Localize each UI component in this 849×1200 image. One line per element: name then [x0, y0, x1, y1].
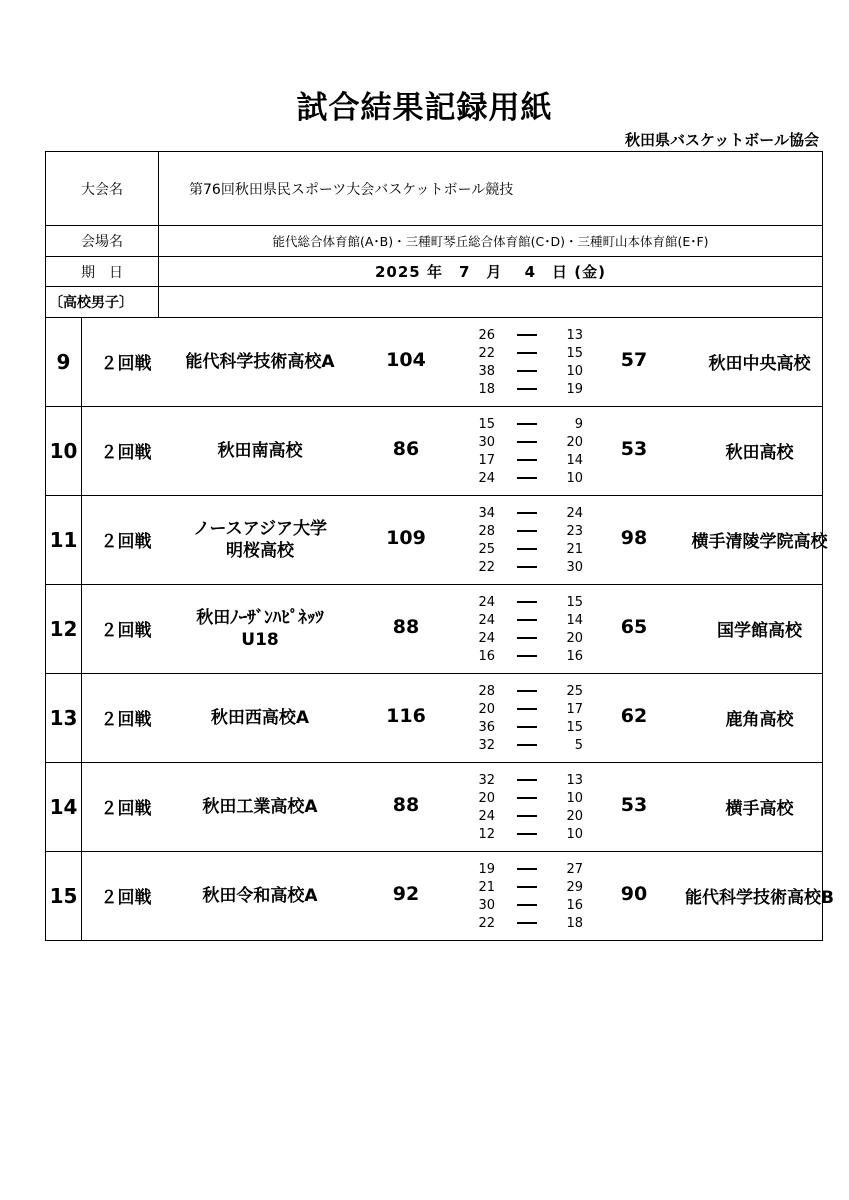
game-number: 9 [46, 318, 82, 407]
quarter-score-b: 10 [566, 826, 583, 842]
quarter-score-b: 10 [566, 470, 583, 486]
game-detail [82, 496, 828, 585]
quarter-score-b: 27 [566, 861, 583, 877]
quarter-scores [467, 326, 597, 398]
category-label: 〔高校男子〕 [46, 287, 159, 318]
venue-value: 能代総合体育館(A･B)・三種町琴丘総合体育館(C･D)・三種町山本体育館(E･F) [159, 226, 823, 257]
round-label: ２回戦 [100, 354, 152, 374]
team-a-name [164, 318, 356, 406]
game-number: 10 [46, 407, 82, 496]
team-b-name: 能代科学技術高校B [685, 888, 834, 908]
quarter-score-a: 21 [478, 879, 495, 895]
team-a-score: 86 [392, 438, 420, 460]
quarter-row [467, 825, 597, 843]
quarter-row [467, 593, 597, 611]
team-a-name-line: 秋田西高校A [210, 708, 310, 728]
quarter-row [467, 914, 597, 932]
team-b-score: 90 [620, 883, 648, 905]
quarter-row [467, 504, 597, 522]
quarter-dash [517, 779, 537, 781]
team-b-name: 横手高校 [725, 799, 794, 819]
quarter-score-b: 21 [566, 541, 583, 557]
quarter-score-b: 20 [566, 434, 583, 450]
quarter-dash [517, 619, 537, 621]
quarter-score-a: 28 [478, 523, 495, 539]
quarter-row [467, 878, 597, 896]
quarter-row [467, 789, 597, 807]
quarter-dash [517, 530, 537, 532]
quarter-dash [517, 441, 537, 443]
quarter-scores [467, 860, 597, 932]
quarter-score-a: 22 [478, 559, 495, 575]
quarter-row [467, 558, 597, 576]
team-b-name: 国学館高校 [717, 621, 802, 641]
team-a-score: 104 [386, 349, 426, 371]
round-label: ２回戦 [100, 443, 152, 463]
quarter-row [467, 700, 597, 718]
team-a-name [164, 496, 356, 584]
quarter-score-a: 28 [478, 683, 495, 699]
quarter-score-b: 10 [566, 363, 583, 379]
quarter-score-b: 14 [566, 452, 583, 468]
meet-row [46, 152, 823, 226]
quarter-score-b: 20 [566, 630, 583, 646]
team-b-name: 鹿角高校 [725, 710, 794, 730]
round-label: ２回戦 [100, 621, 152, 641]
quarter-row [467, 682, 597, 700]
team-a-name [164, 852, 356, 940]
quarter-dash [517, 815, 537, 817]
quarter-score-a: 22 [478, 915, 495, 931]
team-a-name-line: ノースアジア大学 [193, 519, 327, 539]
quarter-row [467, 647, 597, 665]
quarter-dash [517, 334, 537, 336]
quarter-row [467, 362, 597, 380]
quarter-dash [517, 637, 537, 639]
quarter-score-a: 38 [478, 363, 495, 379]
quarter-score-b: 13 [566, 327, 583, 343]
game-detail [82, 318, 823, 407]
quarter-scores [467, 771, 597, 843]
team-a-name [164, 674, 356, 762]
quarter-dash [517, 886, 537, 888]
quarter-dash [517, 423, 537, 425]
team-b-score: 98 [620, 527, 648, 549]
team-a-score: 92 [392, 883, 420, 905]
quarter-dash [517, 512, 537, 514]
quarter-dash [517, 655, 537, 657]
team-a-score: 88 [392, 616, 420, 638]
team-a-score: 109 [386, 527, 426, 549]
quarter-score-a: 24 [478, 594, 495, 610]
quarter-score-a: 22 [478, 345, 495, 361]
quarter-score-a: 24 [478, 612, 495, 628]
game-number: 14 [46, 763, 82, 852]
quarter-scores [467, 682, 597, 754]
round-label: ２回戦 [100, 888, 152, 908]
meet-value: 第76回秋田県民スポーツ大会バスケットボール競技 [159, 152, 823, 226]
quarter-score-b: 16 [566, 897, 583, 913]
game-detail [82, 407, 823, 496]
quarter-score-b: 18 [566, 915, 583, 931]
date-row [46, 257, 823, 287]
quarter-score-a: 15 [478, 416, 495, 432]
team-a-name [164, 407, 356, 495]
game-number: 11 [46, 496, 82, 585]
venue-row [46, 226, 823, 257]
quarter-score-b: 24 [566, 505, 583, 521]
quarter-row [467, 415, 597, 433]
game-row [46, 496, 823, 585]
quarter-score-b: 5 [574, 737, 583, 753]
game-row [46, 763, 823, 852]
results-table [45, 151, 834, 941]
game-number: 13 [46, 674, 82, 763]
quarter-score-b: 17 [566, 701, 583, 717]
game-row [46, 852, 823, 941]
date-label: 期 日 [46, 257, 159, 287]
quarter-score-b: 10 [566, 790, 583, 806]
date-value: 2025 年 7 月 4 日 (金) [159, 257, 823, 287]
game-row [46, 674, 823, 763]
quarter-score-a: 36 [478, 719, 495, 735]
quarter-score-a: 32 [478, 772, 495, 788]
quarter-score-a: 24 [478, 470, 495, 486]
team-a-name-line: 能代科学技術高校A [185, 352, 335, 372]
game-detail [82, 852, 834, 941]
game-number: 12 [46, 585, 82, 674]
quarter-score-a: 24 [478, 808, 495, 824]
team-b-name: 秋田高校 [725, 443, 794, 463]
quarter-scores [467, 415, 597, 487]
quarter-row [467, 469, 597, 487]
quarter-dash [517, 388, 537, 390]
category-row [46, 287, 823, 318]
quarter-score-b: 15 [566, 345, 583, 361]
round-label: ２回戦 [100, 532, 152, 552]
quarter-score-a: 17 [478, 452, 495, 468]
venue-label: 会場名 [46, 226, 159, 257]
quarter-score-b: 25 [566, 683, 583, 699]
quarter-dash [517, 833, 537, 835]
quarter-row [467, 611, 597, 629]
quarter-row [467, 326, 597, 344]
game-row [46, 407, 823, 496]
quarter-dash [517, 797, 537, 799]
team-a-name-line: 明桜高校 [226, 541, 294, 561]
game-number: 15 [46, 852, 82, 941]
quarter-score-a: 25 [478, 541, 495, 557]
round-label: ２回戦 [100, 799, 152, 819]
quarter-score-b: 30 [566, 559, 583, 575]
quarter-score-a: 30 [478, 897, 495, 913]
quarter-row [467, 736, 597, 754]
quarter-score-a: 20 [478, 790, 495, 806]
quarter-score-a: 26 [478, 327, 495, 343]
team-a-name-line: 秋田南高校 [217, 441, 303, 461]
quarter-row [467, 380, 597, 398]
quarter-score-b: 14 [566, 612, 583, 628]
quarter-score-b: 16 [566, 648, 583, 664]
team-b-score: 57 [620, 349, 648, 371]
quarter-score-a: 24 [478, 630, 495, 646]
quarter-row [467, 433, 597, 451]
quarter-row [467, 540, 597, 558]
quarter-score-a: 16 [478, 648, 495, 664]
quarter-row [467, 522, 597, 540]
team-b-score: 65 [620, 616, 648, 638]
page-title: 試合結果記録用紙 [296, 90, 553, 126]
team-a-name-line: 秋田ﾉｰｻﾞﾝﾊﾋﾟﾈｯﾂ [196, 608, 324, 628]
team-b-name: 横手清陵学院高校 [691, 532, 828, 552]
quarter-score-a: 32 [478, 737, 495, 753]
quarter-row [467, 896, 597, 914]
game-row [46, 318, 823, 407]
quarter-dash [517, 904, 537, 906]
quarter-row [467, 344, 597, 362]
quarter-row [467, 451, 597, 469]
game-row [46, 585, 823, 674]
quarter-score-b: 19 [566, 381, 583, 397]
game-detail [82, 585, 823, 674]
game-detail [82, 763, 823, 852]
quarter-dash [517, 477, 537, 479]
team-b-score: 53 [620, 794, 648, 816]
quarter-dash [517, 370, 537, 372]
quarter-scores [467, 593, 597, 665]
team-b-name: 秋田中央高校 [708, 354, 811, 374]
quarter-dash [517, 601, 537, 603]
quarter-dash [517, 690, 537, 692]
category-value [159, 287, 823, 318]
team-a-name-line: U18 [241, 630, 279, 650]
quarter-score-a: 19 [478, 861, 495, 877]
game-detail [82, 674, 823, 763]
quarter-dash [517, 548, 537, 550]
quarter-score-a: 12 [478, 826, 495, 842]
meet-label: 大会名 [46, 152, 159, 226]
quarter-dash [517, 744, 537, 746]
team-a-score: 116 [386, 705, 426, 727]
quarter-score-b: 15 [566, 594, 583, 610]
quarter-score-a: 20 [478, 701, 495, 717]
quarter-dash [517, 352, 537, 354]
organization-name: 秋田県バスケットボール協会 [625, 131, 819, 149]
quarter-dash [517, 708, 537, 710]
quarter-dash [517, 566, 537, 568]
round-label: ２回戦 [100, 710, 152, 730]
quarter-score-b: 29 [566, 879, 583, 895]
quarter-score-b: 9 [574, 416, 583, 432]
quarter-row [467, 718, 597, 736]
quarter-score-a: 30 [478, 434, 495, 450]
quarter-score-b: 15 [566, 719, 583, 735]
quarter-dash [517, 922, 537, 924]
team-a-score: 88 [392, 794, 420, 816]
quarter-score-a: 34 [478, 505, 495, 521]
team-b-score: 53 [620, 438, 648, 460]
quarter-dash [517, 459, 537, 461]
team-a-name-line: 秋田令和高校A [202, 886, 318, 906]
quarter-score-b: 13 [566, 772, 583, 788]
quarter-score-b: 20 [566, 808, 583, 824]
quarter-dash [517, 868, 537, 870]
quarter-score-a: 18 [478, 381, 495, 397]
quarter-row [467, 771, 597, 789]
quarter-row [467, 807, 597, 825]
quarter-scores [467, 504, 597, 576]
team-a-name [164, 763, 356, 851]
team-a-name [164, 585, 356, 673]
team-a-name-line: 秋田工業高校A [202, 797, 318, 817]
quarter-row [467, 860, 597, 878]
quarter-dash [517, 726, 537, 728]
quarter-score-b: 23 [566, 523, 583, 539]
quarter-row [467, 629, 597, 647]
team-b-score: 62 [620, 705, 648, 727]
